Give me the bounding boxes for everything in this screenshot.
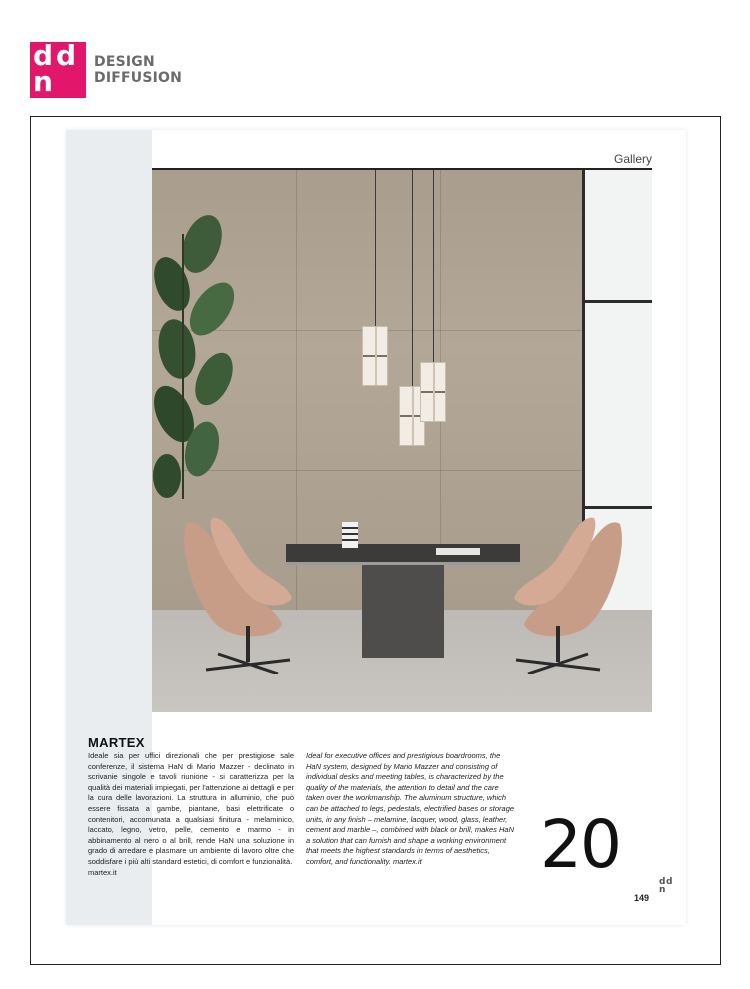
italian-website: martex.it — [88, 867, 117, 877]
brand-line-diffusion: DIFFUSION — [94, 70, 183, 86]
documents-on-table — [436, 548, 480, 555]
mini-logo-glyph: d — [666, 877, 673, 887]
brand-line-design: DESIGN — [94, 54, 155, 70]
chair-right — [508, 514, 628, 674]
logo-glyph: d — [56, 39, 77, 72]
section-label: Gallery — [614, 152, 653, 166]
brand-wordmark — [94, 54, 182, 86]
mini-logo-glyph: n — [659, 885, 666, 895]
pendant-lamp — [420, 362, 446, 422]
pendant-lamp — [362, 326, 388, 386]
italian-paragraph: Ideale sia per uffici direzionali che per prestigiose sale conferenze, il sistema HaN di Mario Mazzer - declinato in scrivanie singole e tavoli riunione - si caratterizza per la qualità dei materiali impiegati, per l'attenzione ai dettagli e per la cura delle lavorazioni. La struttura in alluminio, che può essere fissata a gambe, piantane, basi elettrificate o contenitori, accomunata a qualsiasi finitura - melaminico, laccato, legno, vetro, pelle, cemento e marmo - in abbinamento al nero o al brill, rende HaN una soluzione in grado di arredare e plasmare un ambiente di lavoro oltre che soddisfare i più alti standard estetici, di comfort e funzionalità. — [88, 751, 294, 866]
issue-number: 20 — [540, 806, 620, 883]
article-brand-name: MARTEX — [88, 735, 145, 750]
ddn-mini-logo — [659, 878, 679, 898]
plant-illustration — [152, 214, 238, 499]
vase-illustration — [340, 520, 360, 550]
body-text-italian — [88, 751, 294, 878]
mini-logo-glyph: d — [659, 877, 666, 887]
body-text-english: Ideal for executive offices and prestigious boardrooms, the HaN system, designed by Mario Mazzer and consisting of individual desks and meeting tables, is characterized by the quality of the materials, the attention to detail and the care taken over the workmanship. The aluminum structure, which can be attached to legs, pedestals, electrified bases or storage units, in any finish – melamine, lacquer, wood, glass, leather, cement and marble –, combined with black or brill, makes HaN a solution that can furnish and shape a working environment that meets the highest standards in terms of aesthetics, comfort, and functionality. martex.it — [306, 751, 515, 866]
magazine-page — [66, 130, 686, 925]
meeting-table-top — [286, 544, 520, 565]
ddn-logo — [30, 39, 86, 98]
logo-glyph: n — [33, 65, 53, 98]
meeting-table-base — [362, 565, 444, 658]
chair-left — [178, 514, 298, 674]
logo-glyph: d — [33, 39, 54, 72]
product-photo — [152, 170, 652, 712]
page-number: 149 — [634, 893, 650, 903]
